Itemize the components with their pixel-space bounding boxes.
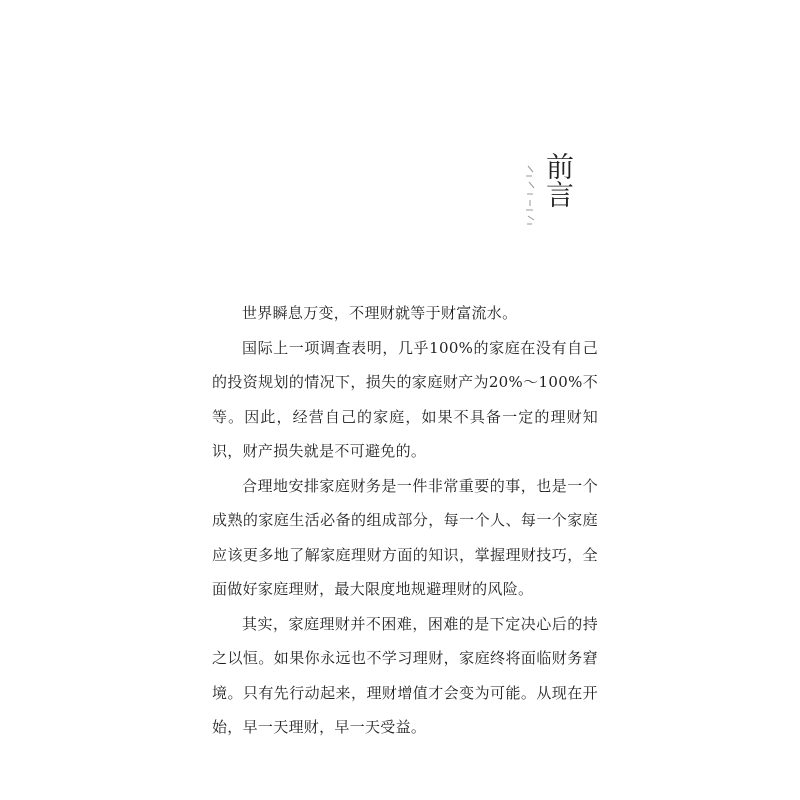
paragraph-2: 国际上一项调查表明，几乎100%的家庭在没有自己的投资规划的情况下，损失的家庭财产为20%～100%不等。因此，经营自己的家庭，如果不具备一定的理财知识，财产损失就是不可避免的。	[212, 338, 598, 460]
paragraph-3: 合理地安排家庭财务是一件非常重要的事，也是一个成熟的家庭生活必备的组成部分，每一个人、每一个家庭应该更多地了解家庭理财方面的知识，掌握理财技巧，全面做好家庭理财，最大限度地规避理财的风险。	[212, 476, 598, 598]
preface-body	[212, 296, 598, 745]
paragraph-4: 其实，家庭理财并不困难，困难的是下定决心后的持之以恒。如果你永远也不学习理财，家庭终将面临财务窘境。只有先行动起来，理财增值才会变为可能。从现在开始，早一天理财，早一天受益。	[212, 614, 598, 736]
preface-title-block	[524, 152, 584, 232]
decorative-dashes-icon	[524, 162, 538, 228]
paragraph-1: 世界瞬息万变，不理财就等于财富流水。	[242, 304, 518, 322]
page-title: 前言	[542, 152, 575, 208]
